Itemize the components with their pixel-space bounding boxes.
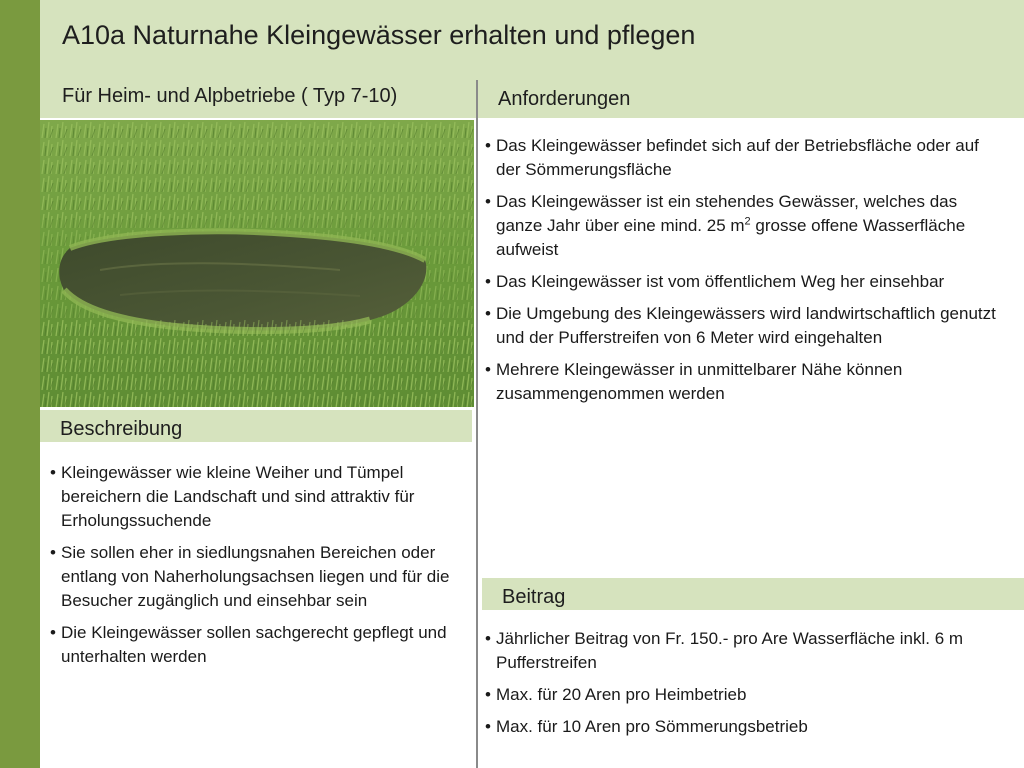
column-divider [476, 80, 478, 768]
contribution-header [482, 578, 1024, 610]
list-item-text: Das Kleingewässer ist ein stehendes Gewässer, welches das ganze Jahr über eine mind. 25 m [496, 192, 958, 235]
list-item [50, 541, 470, 613]
list-item-text: Max. für 20 Aren pro Heimbetrieb [496, 685, 747, 704]
list-item-text: Das Kleingewässer ist vom öffentlichem Weg her einsehbar [496, 272, 945, 291]
list-item [50, 461, 470, 533]
requirements-header [478, 80, 1024, 118]
description-list [50, 461, 470, 677]
contribution-list [485, 627, 1005, 747]
list-item [50, 621, 470, 669]
list-item [485, 134, 1005, 182]
description-header-label: Beschreibung [60, 418, 183, 440]
list-item [485, 270, 1005, 294]
list-item-text: Max. für 10 Aren pro Sömmerungsbetrieb [496, 717, 808, 736]
list-item [485, 627, 1005, 675]
list-item-text: Kleingewässer wie kleine Weiher und Tümpel bereichern die Landschaft und sind attraktiv für Erholungssuchende [61, 463, 415, 530]
list-item-text: Das Kleingewässer befindet sich auf der Betriebsfläche oder auf der Sömmerungsfläche [496, 136, 979, 179]
list-item-text-tail: grosse offene Wasserfläche aufweist [496, 216, 966, 259]
list-item-text: Sie sollen eher in siedlungsnahen Bereichen oder entlang von Naherholungsachsen liegen und für die Besucher zugänglich und einsehbar sein [61, 543, 450, 610]
list-item-text: Die Kleingewässer sollen sachgerecht gepflegt und unterhalten werden [61, 623, 447, 666]
description-header [40, 410, 472, 442]
list-item-text: Die Umgebung des Kleingewässers wird landwirtschaftlich genutzt und der Pufferstreifen von 6 Meter wird eingehalten [496, 304, 996, 347]
left-accent-strip [0, 0, 40, 768]
pond-photo [40, 120, 474, 407]
farm-type-header [40, 80, 476, 118]
list-item [485, 190, 1005, 262]
list-item [485, 302, 1005, 350]
list-item-text: Jährlicher Beitrag von Fr. 150.- pro Are Wasserfläche inkl. 6 m Pufferstreifen [496, 629, 964, 672]
contribution-header-label: Beitrag [502, 586, 566, 608]
title-bar [40, 0, 1024, 80]
list-item-text: Mehrere Kleingewässer in unmittelbarer Nähe können zusammengenommen werden [496, 360, 903, 403]
list-item [485, 358, 1005, 406]
list-item [485, 683, 1005, 707]
superscript: 2 [744, 215, 751, 228]
requirements-list [485, 134, 1005, 414]
farm-type-header-label: Für Heim- und Alpbetriebe ( Typ 7-10) [62, 85, 398, 107]
requirements-header-label: Anforderungen [498, 88, 631, 110]
slide-title: A10a Naturnahe Kleingewässer erhalten und pflegen [62, 20, 696, 50]
list-item [485, 715, 1005, 739]
